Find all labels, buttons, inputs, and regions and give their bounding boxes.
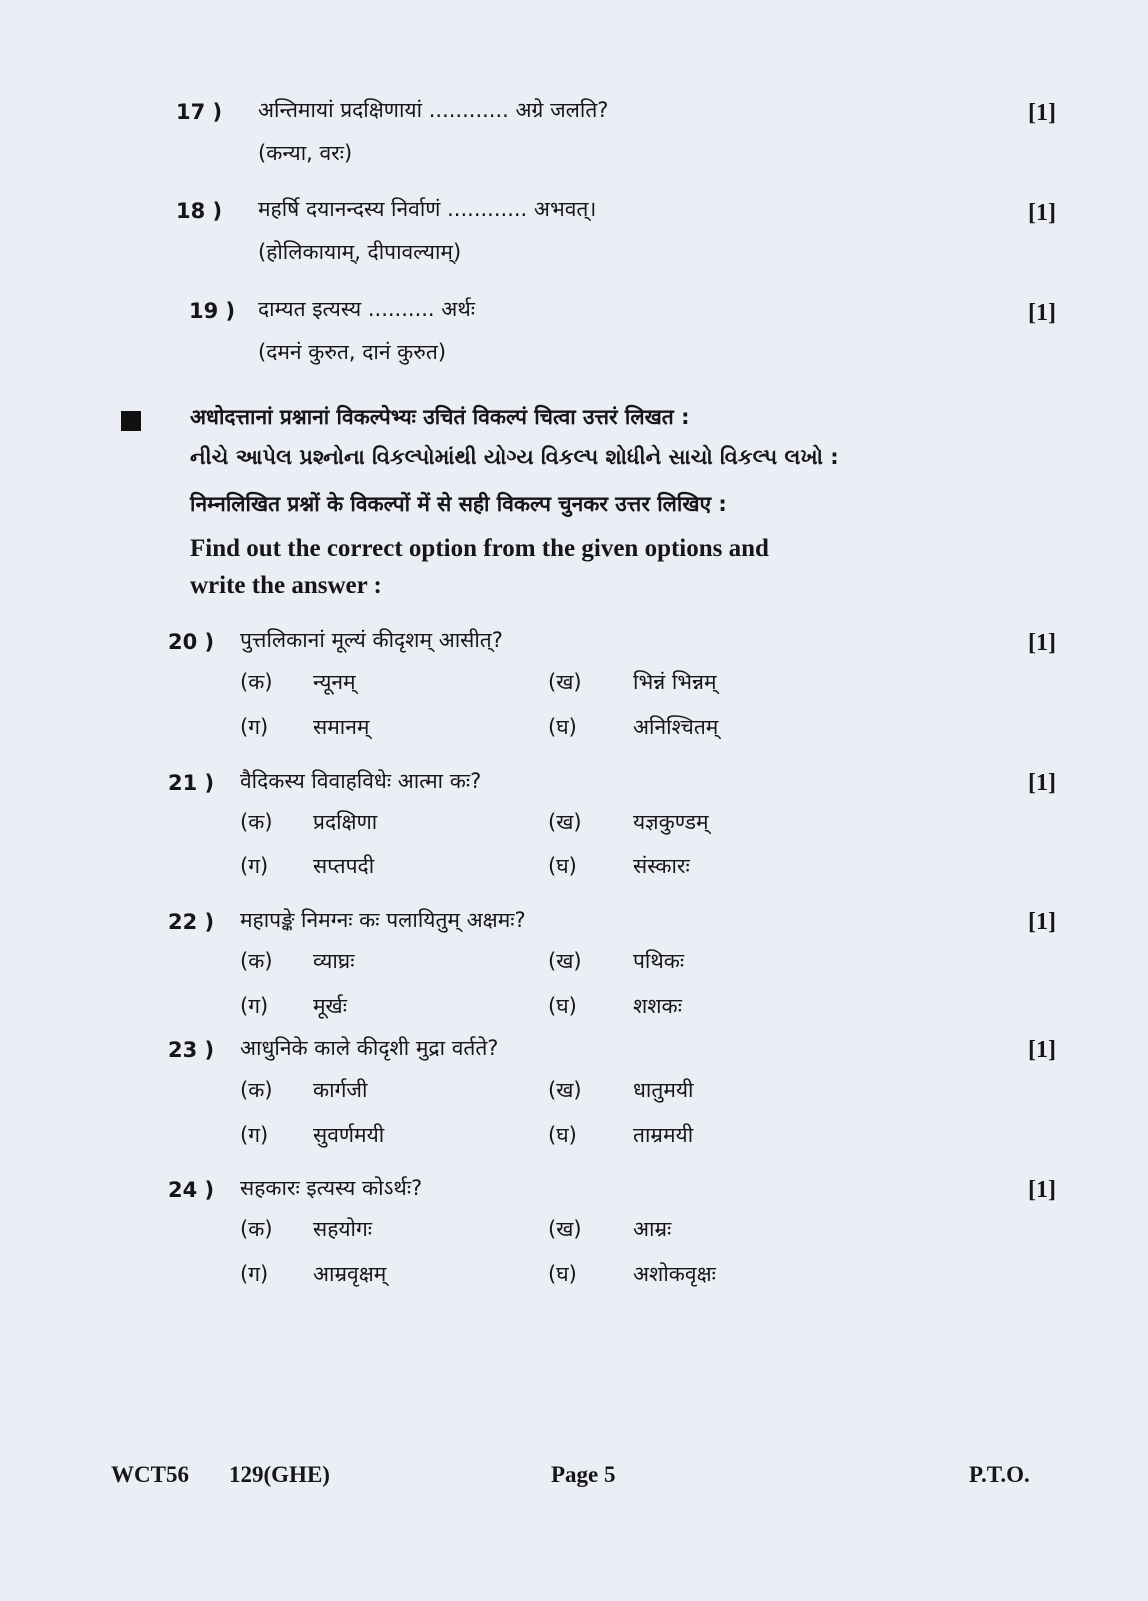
footer-page-number: Page 5 bbox=[551, 1462, 616, 1487]
option-text: सुवर्णमयी bbox=[313, 1123, 385, 1147]
instruction-gujarati: નીચે આપેલ પ્રશ્નોના વિકલ્પોમાંથી યોગ્ય વિકલ્પ શોધીને સાચો વિકલ્પ લખો : bbox=[190, 445, 839, 469]
option-text: सहयोगः bbox=[313, 1217, 373, 1241]
option-text: शशकः bbox=[633, 994, 682, 1018]
question-text: पुत्तलिकानां मूल्यं कीदृशम् आसीत्? bbox=[240, 628, 503, 652]
marks-label: [1] bbox=[1028, 630, 1056, 656]
instruction-sanskrit: अधोदत्तानां प्रश्नानां विकल्पेभ्यः उचितं विकल्पं चित्वा उत्तरं लिखत : bbox=[190, 405, 690, 429]
option-text: धातुमयी bbox=[633, 1078, 694, 1102]
option-label: (ग) bbox=[240, 1262, 269, 1286]
question-hint: (कन्या, वरः) bbox=[258, 141, 353, 165]
option-label: (ख) bbox=[548, 949, 582, 973]
question-text: सहकारः इत्यस्य कोऽर्थः? bbox=[240, 1176, 423, 1200]
option-text: यज्ञकुण्डम् bbox=[633, 810, 709, 834]
question-text: महर्षि दयानन्दस्य निर्वाणं ............ अभवत्। bbox=[258, 197, 597, 221]
option-label: (ग) bbox=[240, 1123, 269, 1147]
option-text: मूर्खः bbox=[313, 994, 347, 1018]
instruction-english-line1: Find out the correct option from the given options and bbox=[190, 535, 769, 562]
option-text: प्रदक्षिणा bbox=[313, 810, 378, 834]
option-label: (ख) bbox=[548, 1078, 582, 1102]
question-number: 20 ) bbox=[168, 630, 215, 654]
option-label: (क) bbox=[240, 670, 273, 694]
section-bullet-icon bbox=[121, 411, 141, 431]
option-text: पथिकः bbox=[633, 949, 685, 973]
option-text: व्याघ्रः bbox=[313, 949, 355, 973]
option-label: (क) bbox=[240, 810, 273, 834]
option-label: (ख) bbox=[548, 1217, 582, 1241]
question-number: 21 ) bbox=[168, 771, 215, 795]
question-number: 22 ) bbox=[168, 910, 215, 934]
option-label: (ग) bbox=[240, 994, 269, 1018]
option-label: (घ) bbox=[548, 1262, 577, 1286]
option-label: (ग) bbox=[240, 854, 269, 878]
footer-pto: P.T.O. bbox=[969, 1462, 1030, 1487]
question-text: दाम्यत इत्यस्य .......... अर्थः bbox=[258, 297, 475, 321]
question-number: 23 ) bbox=[168, 1038, 215, 1062]
footer-paper-code: 129(GHE) bbox=[229, 1462, 330, 1487]
option-label: (क) bbox=[240, 949, 273, 973]
marks-label: [1] bbox=[1028, 909, 1056, 935]
question-number: 19 ) bbox=[189, 299, 236, 323]
question-text: वैदिकस्य विवाहविधेः आत्मा कः? bbox=[240, 769, 482, 793]
question-text: आधुनिके काले कीदृशी मुद्रा वर्तते? bbox=[240, 1036, 499, 1060]
option-label: (घ) bbox=[548, 1123, 577, 1147]
option-label: (क) bbox=[240, 1217, 273, 1241]
marks-label: [1] bbox=[1028, 300, 1056, 326]
option-text: ताम्रमयी bbox=[633, 1123, 694, 1147]
option-label: (ख) bbox=[548, 810, 582, 834]
option-label: (ग) bbox=[240, 715, 269, 739]
marks-label: [1] bbox=[1028, 200, 1056, 226]
instruction-hindi: निम्नलिखित प्रश्नों के विकल्पों में से सही विकल्प चुनकर उत्तर लिखिए : bbox=[190, 492, 727, 516]
question-number: 18 ) bbox=[176, 199, 223, 223]
option-text: कार्गजी bbox=[313, 1078, 368, 1102]
marks-label: [1] bbox=[1028, 1037, 1056, 1063]
option-text: सप्तपदी bbox=[313, 854, 375, 878]
footer-code: WCT56 bbox=[111, 1462, 189, 1487]
option-label: (क) bbox=[240, 1078, 273, 1102]
marks-label: [1] bbox=[1028, 770, 1056, 796]
option-text: आम्रः bbox=[633, 1217, 672, 1241]
question-text: महापङ्के निमग्नः कः पलायितुम् अक्षमः? bbox=[240, 908, 526, 932]
question-number: 17 ) bbox=[176, 100, 223, 124]
question-number: 24 ) bbox=[168, 1178, 215, 1202]
question-hint: (होलिकायाम्, दीपावल्याम्) bbox=[258, 240, 462, 264]
option-label: (ख) bbox=[548, 670, 582, 694]
option-label: (घ) bbox=[548, 715, 577, 739]
marks-label: [1] bbox=[1028, 1177, 1056, 1203]
instruction-english-line2: write the answer : bbox=[190, 572, 382, 599]
question-hint: (दमनं कुरुत, दानं कुरुत) bbox=[258, 340, 447, 364]
question-text: अन्तिमायां प्रदक्षिणायां ............ अग्रे जलति? bbox=[258, 98, 609, 122]
option-text: आम्रवृक्षम् bbox=[313, 1262, 387, 1286]
option-label: (घ) bbox=[548, 854, 577, 878]
option-text: संस्कारः bbox=[633, 854, 690, 878]
option-text: अनिश्चितम् bbox=[633, 715, 719, 739]
option-text: समानम् bbox=[313, 715, 370, 739]
option-label: (घ) bbox=[548, 994, 577, 1018]
option-text: अशोकवृक्षः bbox=[633, 1262, 716, 1286]
option-text: न्यूनम् bbox=[313, 670, 356, 694]
option-text: भिन्नं भिन्नम् bbox=[633, 670, 717, 694]
marks-label: [1] bbox=[1028, 100, 1056, 126]
